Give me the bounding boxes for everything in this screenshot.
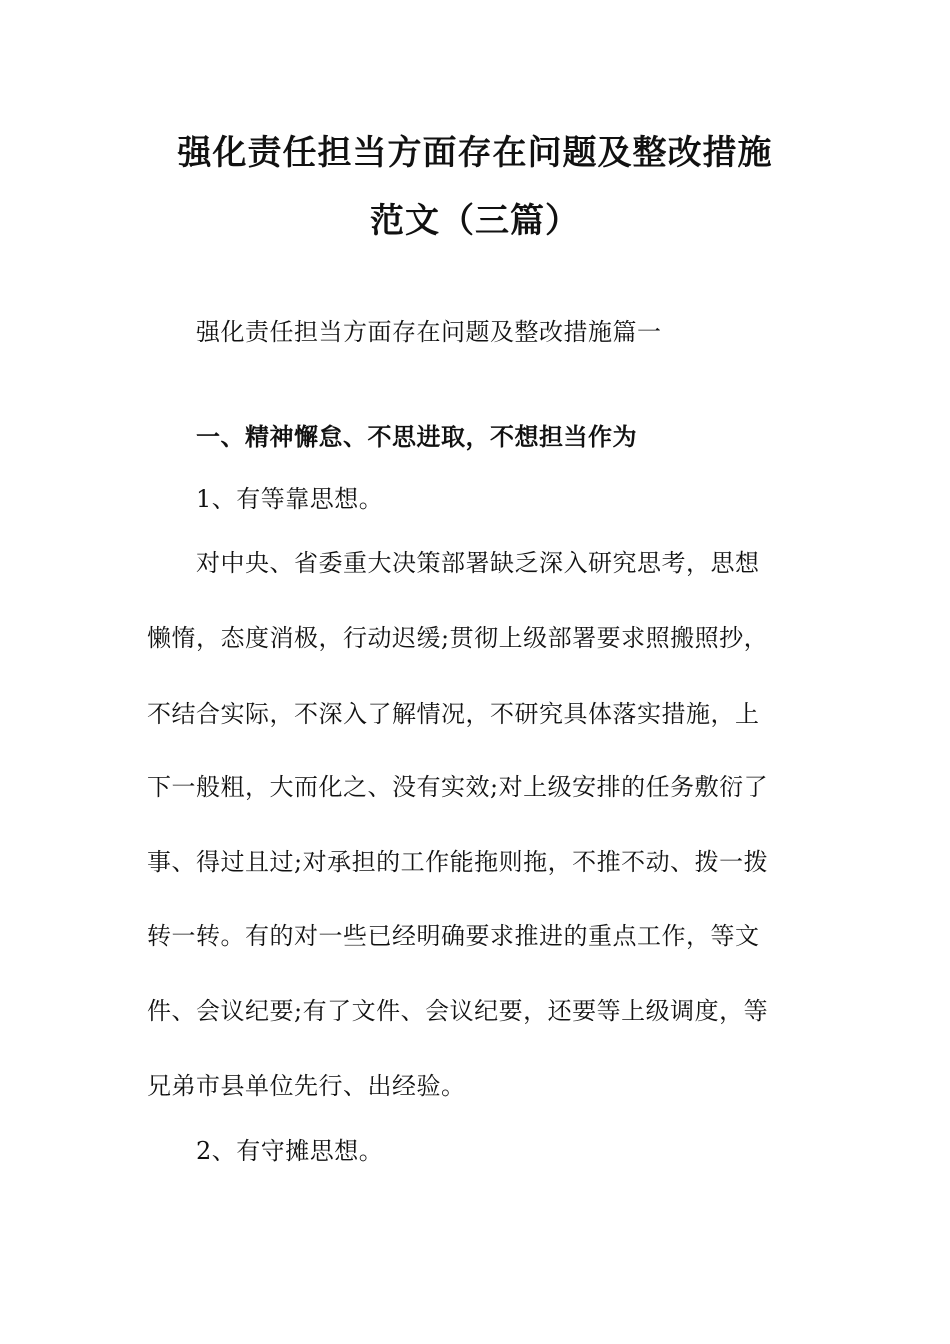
item-heading-1: 1、有等靠思想。 (196, 485, 384, 513)
paragraph-line: 件、会议纪要;有了文件、会议纪要，还要等上级调度，等 (147, 997, 769, 1025)
item-heading-2: 2、有守摊思想。 (196, 1137, 384, 1165)
paragraph-line: 不结合实际，不深入了解情况，不研究具体落实措施，上 (147, 700, 760, 728)
paragraph-line: 兄弟市县单位先行、出经验。 (147, 1072, 466, 1100)
paragraph-line: 懒惰，态度消极，行动迟缓;贯彻上级部署要求照搬照抄， (147, 624, 769, 652)
paragraph-line: 事、得过且过;对承担的工作能拖则拖，不推不动、拨一拨 (147, 848, 769, 876)
document-subtitle: 强化责任担当方面存在问题及整改措施篇一 (196, 318, 662, 346)
paragraph-line: 对中央、省委重大决策部署缺乏深入研究思考，思想 (196, 549, 760, 577)
document-title-line-2: 范文（三篇） (370, 201, 580, 241)
section-heading: 一、精神懈怠、不思进取，不想担当作为 (196, 423, 637, 451)
document-title-line-1: 强化责任担当方面存在问题及整改措施 (177, 133, 773, 173)
paragraph-line: 转一转。有的对一些已经明确要求推进的重点工作，等文 (147, 922, 760, 950)
paragraph-line: 下一般粗，大而化之、没有实效;对上级安排的任务敷衍了 (147, 773, 769, 801)
